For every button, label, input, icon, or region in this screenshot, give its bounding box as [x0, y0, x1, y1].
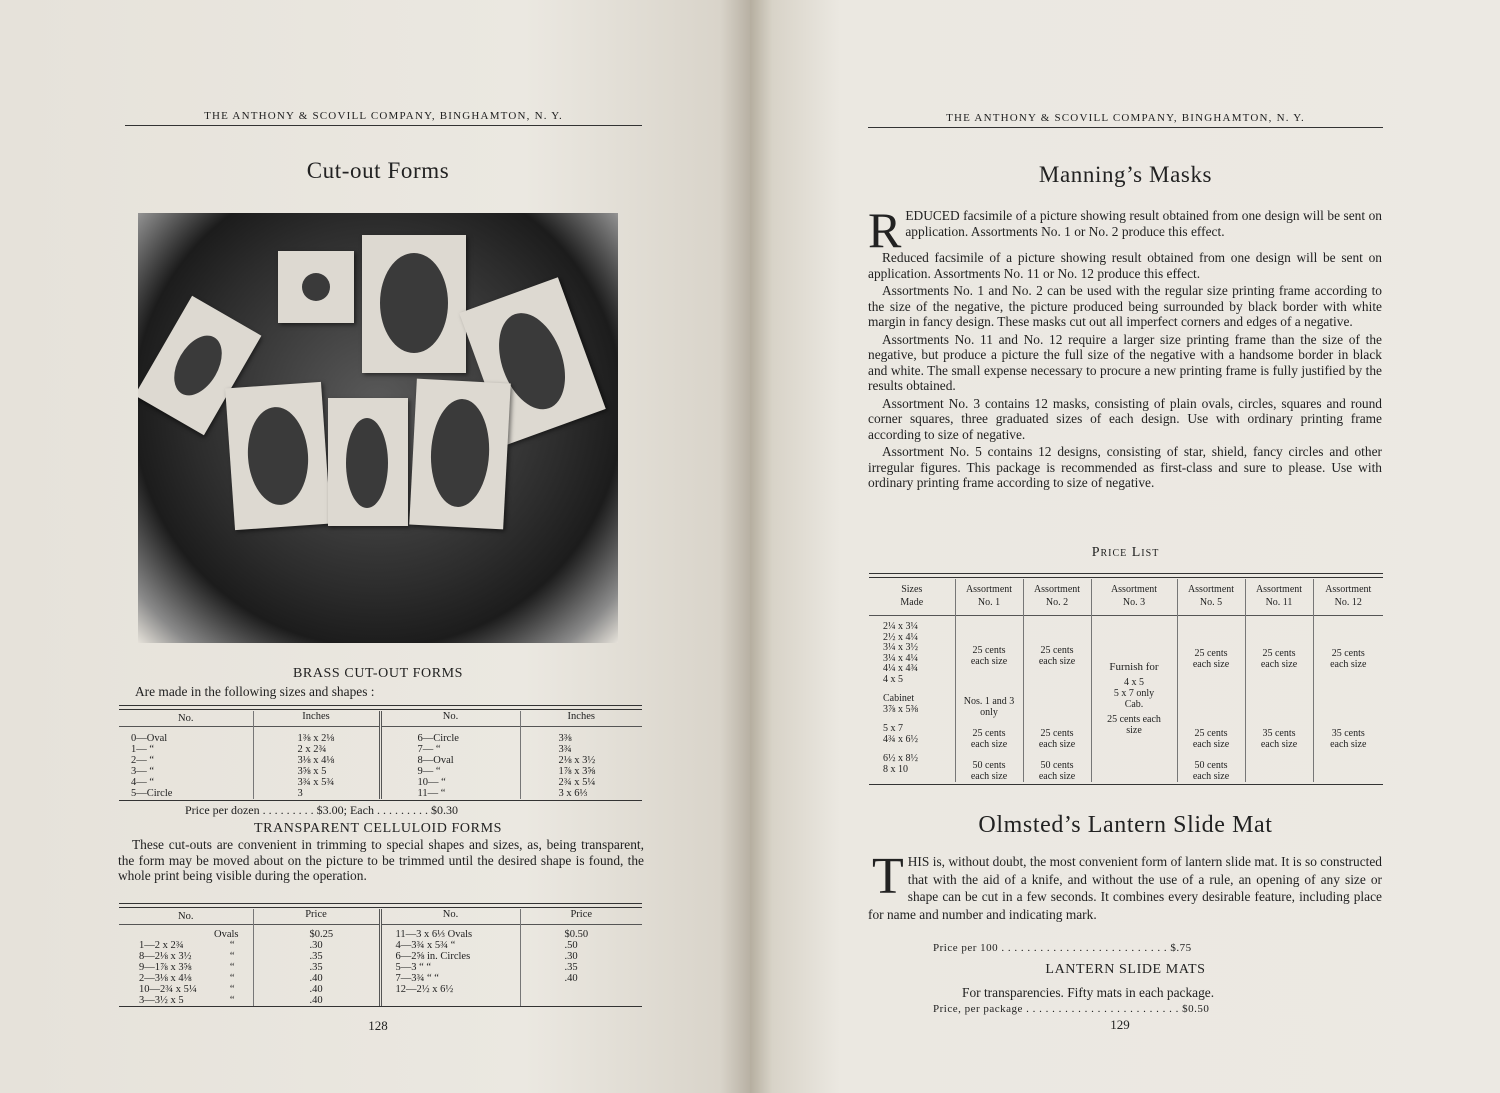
- table-cell: 9—1⅞ x 3⅝ “: [139, 962, 235, 973]
- rule: [119, 800, 642, 801]
- table-cell: 3— “: [131, 766, 155, 777]
- table-cell: 4¼ x 4¾: [883, 663, 918, 674]
- table-cell: 2—3⅛ x 4⅛ “: [139, 973, 235, 984]
- table-cell: 7— “: [417, 744, 441, 755]
- table-cell: 25 cents each size: [1260, 648, 1298, 670]
- table-cell: 3 x 6⅓: [558, 788, 588, 799]
- table-cell: 6—Circle: [417, 733, 459, 744]
- olmsted-price: Price per 100 . . . . . . . . . . . . . . . . . . . . . . . . . . $.75: [933, 942, 1192, 954]
- table-cell: 50 cents each size: [1038, 760, 1076, 782]
- running-head-left: THE ANTHONY & SCOVILL COMPANY, BINGHAMTON, N. Y.: [125, 110, 642, 126]
- col-header: Assortment No. 5: [1177, 579, 1245, 616]
- lantern-heading: LANTERN SLIDE MATS: [1045, 962, 1206, 977]
- right-page: [750, 0, 1500, 1093]
- table-cell: 3⅝ x 5: [297, 766, 327, 777]
- table-cell: 3¾: [558, 744, 572, 755]
- table-cell: Furnish for: [1109, 661, 1159, 673]
- brass-table: [119, 711, 642, 799]
- table-cell: [1314, 696, 1384, 728]
- table-cell: 8—2⅛ x 3½ “: [139, 951, 235, 962]
- rule: [869, 784, 1383, 785]
- lantern-body: For transparencies. Fifty mats in each package.: [962, 985, 1215, 1000]
- table-cell: 10—2¾ x 5¼ “: [139, 984, 235, 995]
- table-cell: Nos. 1 and 3 only: [963, 696, 1015, 718]
- table-cell: 50 cents each size: [1192, 760, 1230, 782]
- table-cell: 3: [297, 788, 303, 799]
- brass-price-line: Price per dozen . . . . . . . . . $3.00; Each . . . . . . . . . $0.30: [185, 803, 458, 817]
- table-cell: 4—3¾ x 5¾ “: [395, 940, 456, 951]
- table-cell: 11— “: [417, 788, 446, 799]
- table-cell: [1178, 696, 1245, 728]
- table-cell: 5—3 “ “: [395, 962, 432, 973]
- drop-cap: T: [872, 848, 904, 905]
- page-number-left: 128: [368, 1018, 388, 1033]
- table-cell: .40: [309, 973, 323, 984]
- table-cell: 6½ x 8½: [883, 753, 918, 764]
- page-number-right: 129: [1110, 1017, 1130, 1032]
- table-cell: 3¾ x 5¾: [297, 777, 335, 788]
- table-cell: Cabinet: [883, 693, 915, 704]
- table-cell: 2¾ x 5¼: [558, 777, 596, 788]
- table-cell: 3¼ x 3½: [883, 642, 918, 653]
- table-cell: $0.25: [309, 929, 334, 940]
- table-cell: 2— “: [131, 755, 155, 766]
- rule: [119, 903, 642, 904]
- table-cell: 3⅛ x 4⅛: [297, 755, 335, 766]
- table-cell: .35: [309, 951, 323, 962]
- col-header: Inches: [567, 711, 595, 722]
- table-cell: [1024, 696, 1091, 728]
- lantern-price: Price, per package . . . . . . . . . . . . . . . . . . . . . . . . $0.50: [933, 1003, 1210, 1015]
- price-list-heading: Price List: [1091, 545, 1160, 560]
- col-header: Assortment No. 12: [1325, 584, 1372, 608]
- price-list-table: [869, 579, 1383, 782]
- col-header: Price: [570, 909, 593, 920]
- page-title-right: Manning’s Masks: [1038, 162, 1213, 187]
- table-cell: 4¾ x 6½: [883, 733, 918, 745]
- running-head-right: THE ANTHONY & SCOVILL COMPANY, BINGHAMTON, N. Y.: [868, 112, 1383, 128]
- table-cell: 2⅛ x 3½: [558, 755, 596, 766]
- col-header: Assortment No. 11: [1245, 579, 1313, 616]
- cut-out-forms-photo: [138, 213, 618, 643]
- col-header: Assortment No. 3: [1091, 579, 1177, 616]
- table-cell: [1246, 696, 1313, 728]
- col-header: No.: [119, 711, 253, 727]
- page-title-left: Cut-out Forms: [306, 158, 450, 183]
- rule: [119, 1006, 642, 1007]
- table-cell: .40: [564, 973, 578, 984]
- rule: [869, 577, 1383, 578]
- table-cell: 2¼ x 3¼: [883, 621, 918, 632]
- table-cell: 2 x 2¾: [297, 744, 327, 755]
- table-cell: 9— “: [417, 766, 441, 777]
- table-cell: .30: [309, 940, 323, 951]
- table-cell: 1⅜ x 2⅛: [297, 733, 335, 744]
- table-cell: 6—2⅝ in. Circles: [395, 951, 471, 962]
- table-cell: .40: [309, 984, 323, 995]
- celluloid-body: These cut-outs are convenient in trimming to special shapes and sizes, as, being transparent, the form may be moved about on the picture to be trimmed until the desired shape is found, the whole print being visible during the operation.: [118, 837, 644, 883]
- form-card: [362, 235, 466, 373]
- table-cell: 1— “: [131, 744, 155, 755]
- table-cell: 4 x 5: [883, 673, 903, 685]
- col-header: Assortment No. 1: [955, 579, 1023, 616]
- col-header: Inches: [253, 711, 380, 727]
- table-cell: 3¼ x 4¼: [883, 652, 918, 664]
- rule: [119, 907, 642, 908]
- table-cell: 35 cents each size: [1260, 728, 1298, 750]
- table-cell: 4— “: [131, 777, 155, 788]
- table-cell: 35 cents each size: [1330, 728, 1367, 750]
- table-cell: 10— “: [417, 777, 446, 788]
- col-header: Assortment No. 2: [1023, 579, 1091, 616]
- table-cell: .40: [309, 995, 323, 1006]
- table-cell: .50: [564, 940, 578, 951]
- table-cell: 25 cents each size: [970, 728, 1008, 750]
- table-cell: 25 cents each size: [970, 645, 1008, 667]
- table-cell: 25 cents each size: [1330, 648, 1367, 670]
- table-cell: 25 cents each size: [1192, 728, 1230, 750]
- form-card: [328, 398, 408, 526]
- table-cell: 8—Oval: [417, 755, 454, 766]
- table-cell: 25 cents each size: [1107, 714, 1161, 736]
- col-header: No.: [119, 909, 253, 925]
- form-card: [225, 382, 331, 530]
- rule: [869, 573, 1383, 574]
- rule: [119, 705, 642, 706]
- table-cell: .35: [564, 962, 578, 973]
- table-cell: 3⅜: [558, 733, 572, 744]
- olmsted-title: Olmsted’s Lantern Slide Mat: [978, 812, 1273, 838]
- table-cell: 1⅞ x 3⅝: [558, 766, 596, 777]
- celluloid-table: [119, 909, 642, 1006]
- rule: [119, 709, 642, 710]
- col-header: No.: [380, 909, 520, 925]
- col-header: Price: [253, 909, 380, 925]
- table-cell: 2½ x 4¼: [883, 631, 918, 643]
- table-cell: $0.50: [564, 929, 589, 940]
- table-cell: .30: [564, 951, 578, 962]
- table-cell: 1—2 x 2¾ “: [139, 940, 235, 951]
- table-cell: 25 cents each size: [1038, 645, 1076, 667]
- form-card: [278, 251, 354, 323]
- table-cell: 5 x 7: [883, 723, 903, 734]
- col-header: No.: [380, 711, 520, 727]
- table-cell: 12—2½ x 6½: [395, 984, 454, 995]
- table-cell: 3—3½ x 5 “: [139, 995, 235, 1006]
- table-cell: .35: [309, 962, 323, 973]
- drop-cap: R: [868, 202, 902, 258]
- table-cell: 8 x 10: [883, 763, 908, 775]
- form-card: [409, 379, 511, 530]
- table-cell: 25 cents each size: [1192, 648, 1230, 670]
- table-cell: 7—3¾ “ “: [395, 973, 439, 984]
- col-header: Sizes Made: [869, 579, 955, 616]
- celluloid-heading: TRANSPARENT CELLULOID FORMS: [253, 821, 502, 836]
- table-cell: 11—3 x 6⅓ Ovals: [395, 929, 473, 940]
- table-cell: 4 x 5 5 x 7 only Cab.: [1113, 677, 1155, 710]
- table-cell: 25 cents each size: [1038, 728, 1076, 750]
- brass-heading: BRASS CUT-OUT FORMS: [292, 666, 464, 681]
- table-cell: 3⅞ x 5⅜: [883, 703, 918, 715]
- manning-body: REDUCED facsimile of a picture showing result obtained from one design will be sent on application. Assortments No. 1 or No. 2 produce this effect. Reduced facsimile of a picture showing result obtained from one design will be sent on application. Assortments No. 11 or No. 12 produce this effect. Assortments No. 1 and No. 2 can be used with the regular size printing frame according to the size of the negative, the picture produced being surrounded by black border with white margin in fancy design. These masks cut out all imperfect corners and edges of a negative. Assortments No. 11 and No. 12 require a larger size printing frame than the size of the negative, but produce a picture the full size of the negative with a handsome border in black and white. The small expense necessary to procure a new printing frame is fully justified by the results obtained. Assortment No. 3 contains 12 masks, consisting of plain ovals, circles, squares and round corner squares, three graduated sizes of each design. Use with ordinary printing frame according to size of negative. Assortment No. 5 contains 12 designs, consisting of star, shield, fancy circles and other irregular figures. This package is recommended as first-class and sure to please. Use with ordinary printing frame according to size of negative.: [868, 202, 1382, 490]
- olmsted-body: THIS is, without doubt, the most convenient form of lantern slide mat. It is so constructed that with the aid of a knife, and without the use of a rule, an opening of any size or shape can be cut in a few seconds. It combines every desirable feature, including place for name and number and indicating mark.: [868, 848, 1382, 922]
- brass-subheading: Are made in the following sizes and shapes :: [135, 684, 375, 699]
- table-cell: 5—Circle: [131, 788, 173, 799]
- table-cell: 0—Oval: [131, 733, 168, 744]
- table-cell: 50 cents each size: [970, 760, 1008, 782]
- ovals-label: Ovals: [214, 929, 239, 940]
